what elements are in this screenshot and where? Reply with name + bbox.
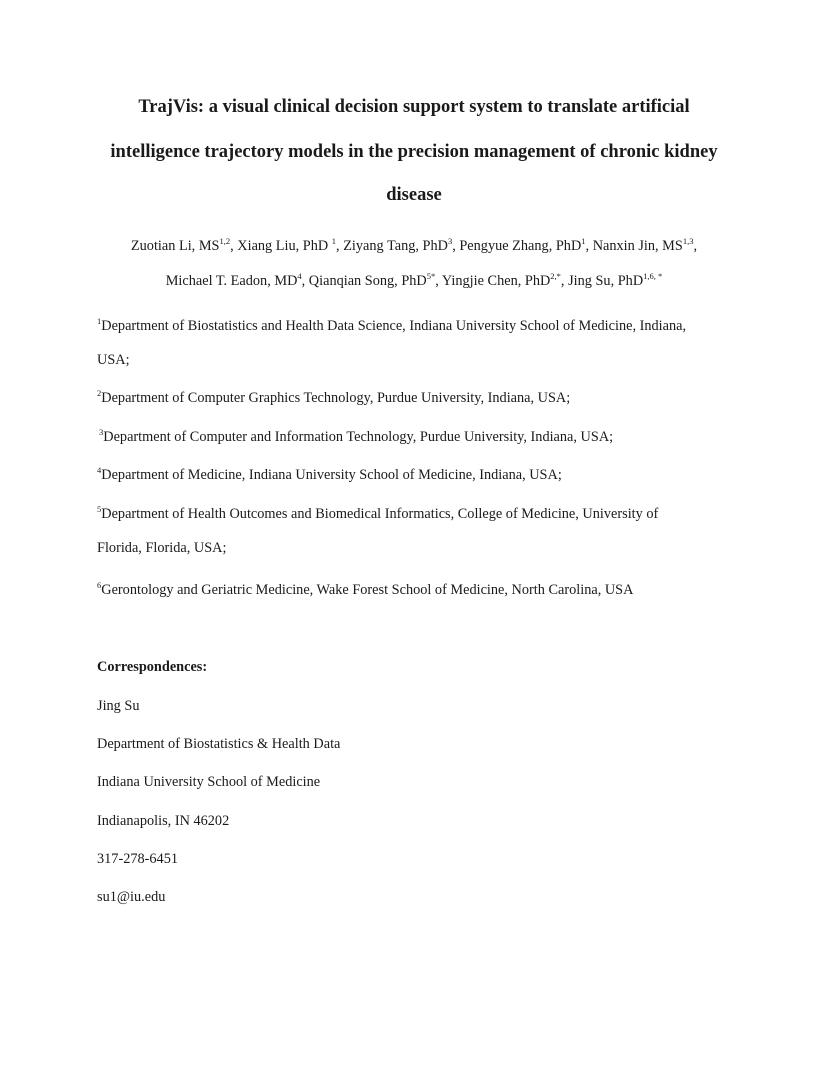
author-separator: ,: [230, 238, 238, 254]
correspondence-heading: Correspondences:: [97, 659, 208, 675]
author-separator: ,: [435, 273, 442, 289]
author-line-2: [0, 273, 828, 290]
correspondence-email: su1@iu.edu: [97, 889, 166, 905]
author-name: Michael T. Eadon, MD: [165, 273, 298, 289]
affiliation-text: Department of Medicine, Indiana University School of Medicine, Indiana, USA;: [101, 467, 562, 483]
author-affiliation-marker: 3: [447, 236, 453, 247]
affiliation-number: 5: [97, 504, 102, 515]
author-affiliation-marker: 4: [297, 271, 302, 282]
author-affiliation-marker: 5*: [426, 271, 436, 282]
author-line-1: [0, 238, 828, 255]
affiliation-text: Department of Biostatistics and Health Data Science, Indiana University School of Medicine, Indiana,: [101, 318, 687, 334]
affiliation-1: [97, 318, 737, 335]
author-separator: ,: [560, 273, 569, 289]
author-name: Yingjie Chen, PhD: [441, 273, 551, 289]
affiliation-6: [97, 582, 737, 599]
affiliation-1-continued: USA;: [97, 352, 130, 368]
paper-title-line-1: TrajVis: a visual clinical decision support system to translate artificial: [138, 97, 690, 117]
affiliation-5: [97, 506, 737, 523]
author-affiliation-marker: 1: [331, 236, 337, 247]
affiliation-3: [99, 429, 739, 446]
affiliation-number: 3: [99, 427, 104, 438]
affiliation-4: [97, 467, 737, 484]
affiliation-number: 6: [97, 580, 102, 591]
author-name: Jing Su, PhD: [568, 273, 644, 289]
author-separator: ,: [585, 238, 593, 254]
author-affiliation-marker: 1,2: [219, 236, 231, 247]
affiliation-number: 4: [97, 465, 102, 476]
author-affiliation-marker: 1,6, *: [643, 271, 663, 282]
correspondence-city: Indianapolis, IN 46202: [97, 813, 230, 829]
author-separator: ,: [693, 238, 698, 254]
author-name: Nanxin Jin, MS: [592, 238, 683, 254]
author-separator: ,: [452, 238, 460, 254]
paper-title-line-2: intelligence trajectory models in the precision management of chronic kidney: [110, 142, 718, 162]
author-separator: ,: [301, 273, 309, 289]
author-name: Ziyang Tang, PhD: [343, 238, 448, 254]
affiliation-text: Gerontology and Geriatric Medicine, Wake Forest School of Medicine, North Carolina, USA: [101, 582, 634, 598]
affiliation-text: Department of Health Outcomes and Biomedical Informatics, College of Medicine, University of: [101, 506, 659, 522]
author-name: Pengyue Zhang, PhD: [459, 238, 582, 254]
author-separator: ,: [336, 238, 344, 254]
author-name: Xiang Liu, PhD: [237, 238, 332, 254]
correspondence-phone: 317-278-6451: [97, 851, 179, 867]
affiliation-number: 1: [97, 316, 102, 327]
affiliation-text: Department of Computer and Information Technology, Purdue University, Indiana, USA;: [103, 429, 614, 445]
affiliation-text: Department of Computer Graphics Technology, Purdue University, Indiana, USA;: [101, 390, 571, 406]
affiliation-number: 2: [97, 388, 102, 399]
correspondence-name: Jing Su: [97, 698, 140, 714]
affiliation-2: [97, 390, 737, 407]
author-affiliation-marker: 1,3: [682, 236, 694, 247]
author-name: Qianqian Song, PhD: [308, 273, 427, 289]
author-affiliation-marker: 1: [581, 236, 586, 247]
paper-title-line-3: disease: [386, 185, 442, 205]
affiliation-5-continued: Florida, Florida, USA;: [97, 540, 227, 556]
author-affiliation-marker: 2,*: [550, 271, 561, 282]
correspondence-institution: Indiana University School of Medicine: [97, 774, 321, 790]
author-name: Zuotian Li, MS: [130, 238, 220, 254]
correspondence-department: Department of Biostatistics & Health Data: [97, 736, 341, 752]
